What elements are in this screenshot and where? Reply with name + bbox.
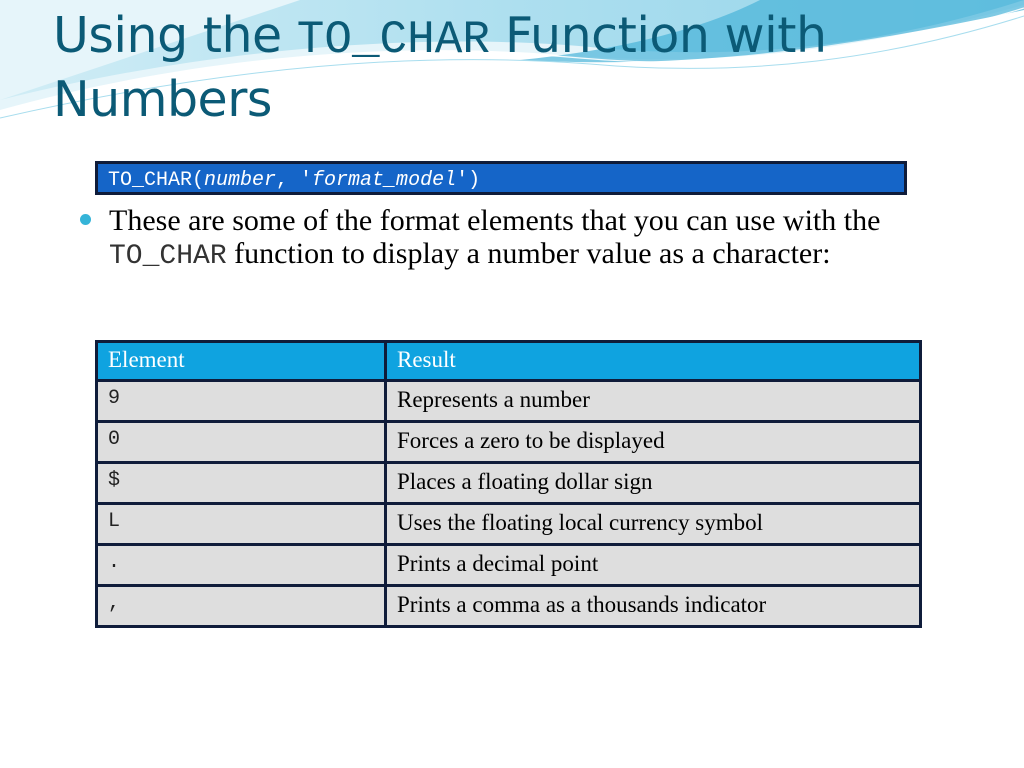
table-row <box>97 422 921 463</box>
format-elements-table <box>95 340 922 628</box>
cell-element: 0 <box>97 422 386 463</box>
bullet-text-part1: These are some of the format elements that you can use with the <box>109 204 881 237</box>
cell-element: L <box>97 504 386 545</box>
bullet-dot-icon <box>80 214 91 225</box>
title-code: TO_CHAR <box>296 14 490 66</box>
syntax-arg-format-model: format_model <box>312 169 457 192</box>
bullet-text <box>109 204 949 273</box>
header-element: Element <box>97 342 386 381</box>
syntax-suffix: ') <box>456 169 481 192</box>
syntax-separator: , ' <box>276 169 313 192</box>
cell-result: Places a floating dollar sign <box>386 463 921 504</box>
cell-result: Prints a comma as a thousands indicator <box>386 586 921 627</box>
bullet-code: TO_CHAR <box>109 241 227 272</box>
table-row <box>97 381 921 422</box>
cell-result: Represents a number <box>386 381 921 422</box>
cell-result: Forces a zero to be displayed <box>386 422 921 463</box>
table-row <box>97 545 921 586</box>
syntax-box <box>95 161 907 195</box>
cell-result: Uses the floating local currency symbol <box>386 504 921 545</box>
table-header-row <box>97 342 921 381</box>
slide-title <box>53 6 1013 130</box>
title-text-line2: Numbers <box>53 71 272 128</box>
bullet-text-part2: function to display a number value as a character: <box>226 237 831 270</box>
syntax-prefix: TO_CHAR( <box>108 169 205 192</box>
cell-element: 9 <box>97 381 386 422</box>
title-text-part2: Function with <box>489 7 827 64</box>
title-text-part1: Using the <box>53 7 297 64</box>
cell-element: , <box>97 586 386 627</box>
header-result: Result <box>386 342 921 381</box>
table-row <box>97 586 921 627</box>
cell-element: . <box>97 545 386 586</box>
table-row <box>97 463 921 504</box>
cell-element: $ <box>97 463 386 504</box>
cell-result: Prints a decimal point <box>386 545 921 586</box>
syntax-arg-number: number <box>204 169 277 192</box>
table-row <box>97 504 921 545</box>
